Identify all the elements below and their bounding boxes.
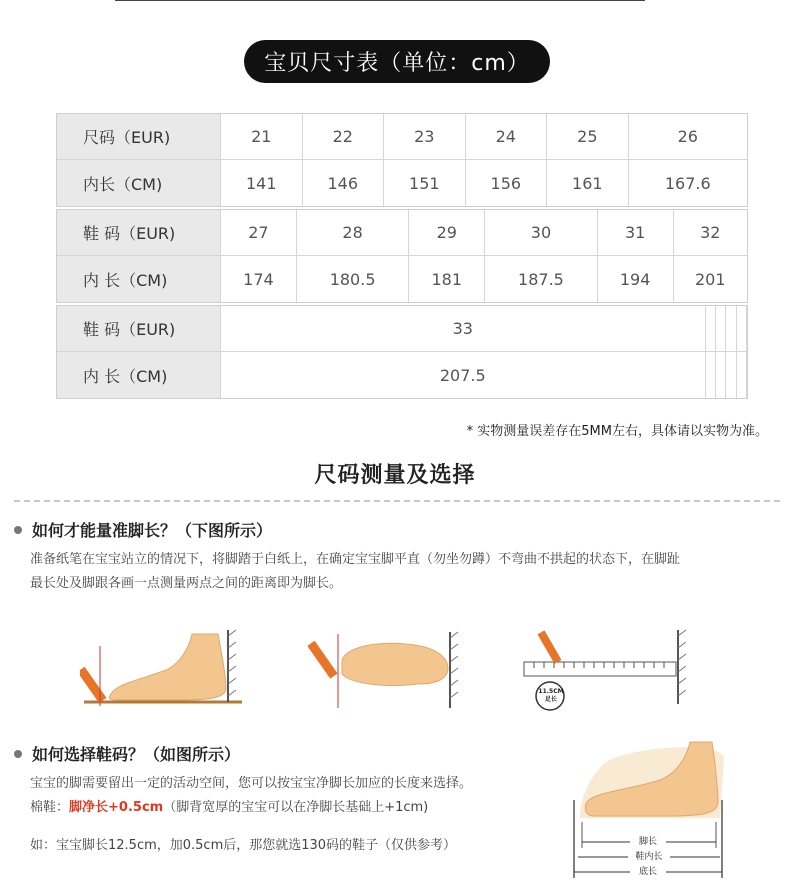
- table-cell: 30: [485, 210, 598, 256]
- size-chart-title: 宝贝尺寸表（单位：cm）: [244, 40, 550, 83]
- measure-instructions: [30, 548, 680, 596]
- row-label: 内长（CM): [57, 160, 221, 206]
- instruction-line: 准备纸笔在宝宝站立的情况下，将脚踏于白纸上，在确定宝宝脚平直（勿坐勿蹲）不弯曲不拱起的状态下，在脚趾: [30, 552, 681, 567]
- ruler-reading-label: 11.5CM 足长: [538, 688, 564, 703]
- table-cell: 28: [297, 210, 410, 256]
- foot-length-label: 脚长: [638, 837, 657, 847]
- table-cell: 161: [547, 160, 629, 206]
- table-cell: [726, 306, 736, 352]
- table-cell: [716, 306, 726, 352]
- pencil-icon: [538, 630, 562, 663]
- size-rule-highlight: 脚净长+0.5cm: [69, 800, 164, 815]
- table-cell: 167.6: [629, 160, 747, 206]
- table-cell: [737, 352, 747, 398]
- table-cell: 187.5: [485, 256, 598, 302]
- table-cell: 194: [598, 256, 674, 302]
- bullet-icon: [14, 526, 22, 534]
- instruction-line: 最长处及脚跟各画一点测量两点之间的距离即为脚长。: [30, 576, 343, 591]
- table-cell: 180.5: [297, 256, 410, 302]
- question-measure: [14, 518, 272, 541]
- table-cell: 23: [384, 114, 466, 160]
- size-rule-note: （脚背宽厚的宝宝可以在净脚长基础上+1cm): [163, 800, 429, 815]
- table-cell: 29: [409, 210, 485, 256]
- table-cell: [706, 352, 716, 398]
- question-choose-title: 如何选择鞋码？（如图所示）: [32, 745, 241, 764]
- table-cell: 32: [674, 210, 747, 256]
- table-cell: 33: [221, 306, 706, 352]
- foot-shape: [342, 643, 448, 685]
- foot-side-illustration: [80, 626, 245, 708]
- foot-shape: [109, 634, 226, 700]
- row-label: 内 长（CM): [57, 256, 221, 302]
- bullet-icon: [14, 750, 22, 758]
- row-label: 尺码（EUR): [57, 114, 221, 160]
- table-cell: 181: [409, 256, 485, 302]
- measurement-note: * 实物测量误差存在5MM左右，具体请以实物为准。: [466, 424, 768, 439]
- table-cell: 156: [466, 160, 548, 206]
- pencil-icon: [308, 641, 338, 679]
- table-row: [57, 352, 747, 398]
- table-row: [57, 160, 747, 206]
- size-table-2: [56, 209, 748, 303]
- table-row: [57, 306, 747, 352]
- section-title: 尺码测量及选择: [314, 463, 476, 488]
- size-table-3: [56, 305, 748, 399]
- row-label: 鞋 码（EUR): [57, 306, 221, 352]
- instruction-line: 宝宝的脚需要留出一定的活动空间，您可以按宝宝净脚长加应的长度来选择。: [30, 776, 473, 791]
- instruction-example: 如：宝宝脚长12.5cm，加0.5cm后，那您就选130码的鞋子（仅供参考）: [30, 838, 457, 853]
- question-choose: [14, 742, 240, 765]
- table-cell: [726, 352, 736, 398]
- table-cell: 22: [303, 114, 385, 160]
- row-label: 鞋 码（EUR): [57, 210, 221, 256]
- row-label: 内 长（CM): [57, 352, 221, 398]
- sole-length-label: 底长: [638, 867, 657, 877]
- table-cell: 146: [303, 160, 385, 206]
- shoe-type-label: 棉鞋：: [30, 800, 70, 815]
- top-divider: [115, 0, 645, 1]
- table-cell: 26: [629, 114, 747, 160]
- choose-instructions: [30, 772, 570, 858]
- foot-length-diagram: [570, 738, 730, 884]
- ruler: [524, 662, 676, 676]
- table-cell: 201: [674, 256, 747, 302]
- table-cell: 151: [384, 160, 466, 206]
- pencil-icon: [80, 667, 106, 703]
- size-table-1: [56, 113, 748, 207]
- table-cell: 207.5: [221, 352, 706, 398]
- table-cell: 24: [466, 114, 548, 160]
- table-cell: 25: [547, 114, 629, 160]
- table-cell: 141: [221, 160, 303, 206]
- instruction-line: [30, 796, 570, 820]
- table-cell: [716, 352, 726, 398]
- foot-top-illustration: [308, 630, 463, 710]
- table-cell: 27: [221, 210, 297, 256]
- table-row: [57, 210, 747, 256]
- table-cell: [706, 306, 716, 352]
- table-cell: 31: [598, 210, 674, 256]
- table-row: [57, 114, 747, 160]
- table-row: [57, 256, 747, 302]
- table-cell: [737, 306, 747, 352]
- table-cell: 21: [221, 114, 303, 160]
- question-measure-title: 如何才能量准脚长？（下图所示）: [32, 521, 273, 540]
- dashed-divider: [14, 500, 780, 502]
- inner-length-label: 鞋内长: [635, 852, 663, 862]
- table-cell: 174: [221, 256, 297, 302]
